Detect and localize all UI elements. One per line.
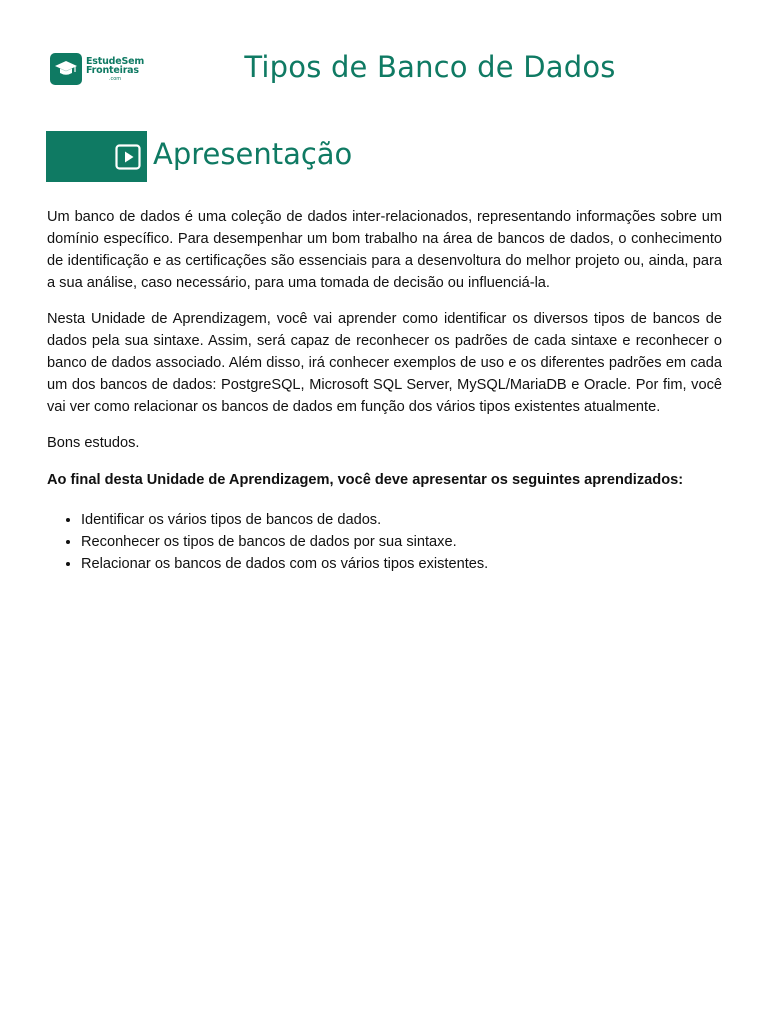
graduation-cap-icon: [50, 53, 82, 85]
closing-text: Bons estudos.: [47, 435, 140, 451]
brand-logo: [50, 53, 144, 85]
list-item: • Reconhecer os tipos de bancos de dados por sua sintaxe.: [81, 531, 722, 553]
document-body: [47, 206, 722, 575]
logo-line-3: .com: [108, 75, 122, 82]
play-square-icon: [115, 144, 141, 170]
unit-description-paragraph: Nesta Unidade de Aprendizagem, você vai aprender como identificar os diversos tipos de bancos de dados pela sua sintaxe. Assim, será capaz de reconhecer os padrões de cada sintaxe e reconhecer o banco de dados associado. Além disso, irá conhecer exemplos de uso e os diferentes padrões em cada um dos bancos de dados: PostgreSQL, Microsoft SQL Server, MySQL/MariaDB e Oracle. Por fim, você vai ver como relacionar os bancos de dados em função dos vários tipos existentes atualmente.: [47, 311, 722, 415]
intro-paragraph: Um banco de dados é uma coleção de dados inter-relacionados, representando informações sobre um domínio específico. Para desempenhar um bom trabalho na área de bancos de dados, o conhecimento de identificação e as certificações são essenciais para a desenvoltura do melhor projeto ou, ainda, para a sua análise, caso necessário, para uma tomada de decisão ou influenciá-la.: [47, 209, 722, 291]
list-item: • Identificar os vários tipos de bancos de dados.: [81, 509, 722, 531]
objectives-list: [47, 509, 722, 575]
list-item: • Relacionar os bancos de dados com os vários tipos existentes.: [81, 553, 722, 575]
logo-line-2: Fronteiras: [86, 65, 139, 76]
section-title: Apresentação: [153, 137, 353, 171]
logo-line-1: EstudeSem: [86, 55, 145, 67]
objectives-heading: Ao final desta Unidade de Aprendizagem, você deve apresentar os seguintes aprendizados:: [47, 472, 684, 488]
logo-wordmark: [86, 57, 144, 82]
document-title: Tipos de Banco de Dados: [244, 50, 616, 84]
